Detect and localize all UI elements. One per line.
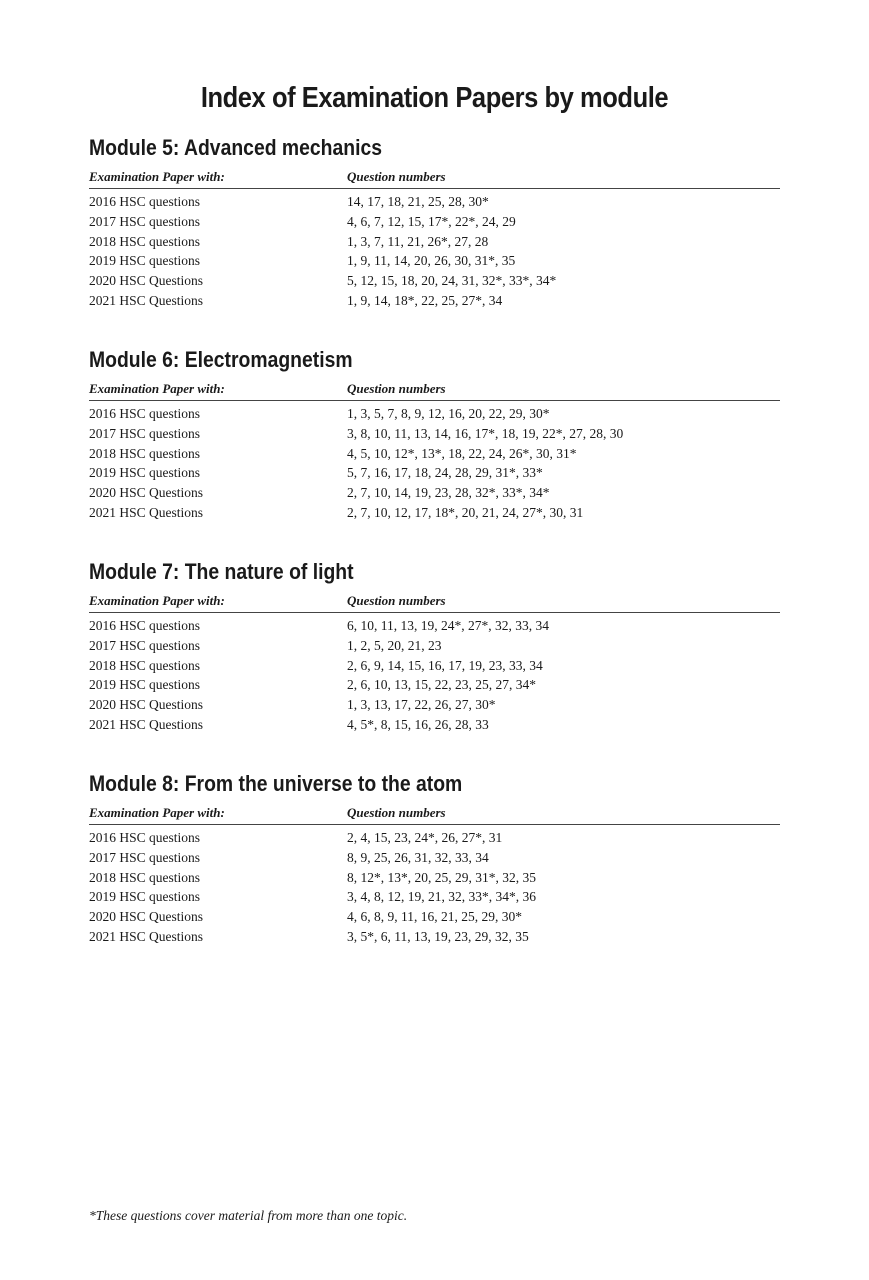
table-header [89,802,780,825]
paper-cell: 2016 HSC questions [89,194,201,209]
table-row [89,233,780,253]
module-section [89,133,780,312]
questions-cell: 4, 5*, 8, 15, 16, 26, 28, 33 [347,716,489,732]
module-section [89,345,780,524]
table-row [89,888,780,908]
table-row [89,617,780,637]
questions-cell: 3, 8, 10, 11, 13, 14, 16, 17*, 18, 19, 22*, 27, 28, 30 [347,425,624,441]
paper-cell: 2018 HSC questions [89,445,201,461]
footnote: *These questions cover material from more than one topic. [89,1208,408,1223]
table-row [89,484,780,504]
questions-cell: 2, 4, 15, 23, 24*, 26, 27*, 31 [347,830,503,845]
paper-cell: 2017 HSC questions [89,849,201,865]
table-row [89,637,780,657]
questions-cell: 3, 4, 8, 12, 19, 21, 32, 33*, 34*, 36 [347,889,536,905]
paper-cell: 2019 HSC questions [89,465,201,481]
page-title: Index of Examination Papers by module [200,82,669,114]
table-row [89,252,780,272]
questions-cell: 2, 7, 10, 12, 17, 18*, 20, 21, 24, 27*, 30, 31 [347,504,584,520]
questions-cell: 4, 6, 7, 12, 15, 17*, 22*, 24, 29 [347,213,516,229]
questions-cell: 2, 7, 10, 14, 19, 23, 28, 32*, 33*, 34* [347,485,550,501]
paper-cell: 2020 HSC Questions [89,697,204,713]
table-header [89,378,780,401]
table-row [89,193,780,213]
table-body [89,405,780,524]
table-row [89,464,780,484]
table-body [89,617,780,736]
column-header-paper: Examination Paper with: [89,805,225,820]
questions-cell: 3, 5*, 6, 11, 13, 19, 23, 29, 32, 35 [347,928,529,944]
table-row [89,213,780,233]
questions-cell: 6, 10, 11, 13, 19, 24*, 27*, 32, 33, 34 [347,618,549,633]
paper-cell: 2019 HSC questions [89,889,201,905]
table-row [89,829,780,849]
table-row [89,696,780,716]
questions-cell: 1, 9, 11, 14, 20, 26, 30, 31*, 35 [347,253,516,269]
table-row [89,405,780,425]
questions-cell: 1, 9, 14, 18*, 22, 25, 27*, 34 [347,292,503,308]
module-title: Module 8: From the universe to the atom [89,771,463,796]
paper-cell: 2019 HSC questions [89,253,201,269]
module-title: Module 7: The nature of light [89,559,354,584]
questions-cell: 1, 3, 13, 17, 22, 26, 27, 30* [347,697,496,713]
paper-cell: 2016 HSC questions [89,830,201,845]
module-section [89,557,780,736]
table-row [89,657,780,677]
column-header-questions: Question numbers [347,381,446,396]
questions-cell: 14, 17, 18, 21, 25, 28, 30* [347,194,489,209]
paper-cell: 2021 HSC Questions [89,292,204,308]
table-row [89,849,780,869]
questions-cell: 1, 3, 5, 7, 8, 9, 12, 16, 20, 22, 29, 30* [347,406,550,421]
questions-cell: 4, 6, 8, 9, 11, 16, 21, 25, 29, 30* [347,909,522,925]
questions-cell: 1, 2, 5, 20, 21, 23 [347,637,442,653]
table-header [89,590,780,613]
paper-cell: 2018 HSC questions [89,869,201,885]
column-header-paper: Examination Paper with: [89,381,225,396]
questions-cell: 1, 3, 7, 11, 21, 26*, 27, 28 [347,233,489,249]
questions-cell: 4, 5, 10, 12*, 13*, 18, 22, 24, 26*, 30, 31* [347,445,577,461]
paper-cell: 2020 HSC Questions [89,273,204,289]
table-row [89,292,780,312]
questions-cell: 2, 6, 10, 13, 15, 22, 23, 25, 27, 34* [347,677,536,693]
table-row [89,716,780,736]
questions-cell: 8, 12*, 13*, 20, 25, 29, 31*, 32, 35 [347,869,536,885]
table-row [89,504,780,524]
column-header-questions: Question numbers [347,169,446,184]
column-header-questions: Question numbers [347,805,446,820]
paper-cell: 2020 HSC Questions [89,909,204,925]
column-header-questions: Question numbers [347,593,446,608]
table-row [89,869,780,889]
module-section [89,769,780,948]
table-body [89,829,780,948]
table-row [89,676,780,696]
paper-cell: 2016 HSC questions [89,406,201,421]
column-header-paper: Examination Paper with: [89,169,225,184]
paper-cell: 2017 HSC questions [89,425,201,441]
questions-cell: 8, 9, 25, 26, 31, 32, 33, 34 [347,849,489,865]
table-row [89,445,780,465]
paper-cell: 2018 HSC questions [89,657,201,673]
table-row [89,272,780,292]
paper-cell: 2021 HSC Questions [89,716,204,732]
table-header [89,166,780,189]
paper-cell: 2017 HSC questions [89,213,201,229]
column-header-paper: Examination Paper with: [89,593,225,608]
module-title: Module 5: Advanced mechanics [89,135,382,160]
paper-cell: 2018 HSC questions [89,233,201,249]
paper-cell: 2017 HSC questions [89,637,201,653]
module-title: Module 6: Electromagnetism [89,347,353,372]
table-row [89,908,780,928]
questions-cell: 2, 6, 9, 14, 15, 16, 17, 19, 23, 33, 34 [347,657,543,673]
paper-cell: 2020 HSC Questions [89,485,204,501]
questions-cell: 5, 12, 15, 18, 20, 24, 31, 32*, 33*, 34* [347,273,557,289]
table-body [89,193,780,312]
paper-cell: 2019 HSC questions [89,677,201,693]
paper-cell: 2021 HSC Questions [89,504,204,520]
questions-cell: 5, 7, 16, 17, 18, 24, 28, 29, 31*, 33* [347,465,543,481]
table-row [89,928,780,948]
paper-cell: 2021 HSC Questions [89,928,204,944]
paper-cell: 2016 HSC questions [89,618,201,633]
table-row [89,425,780,445]
